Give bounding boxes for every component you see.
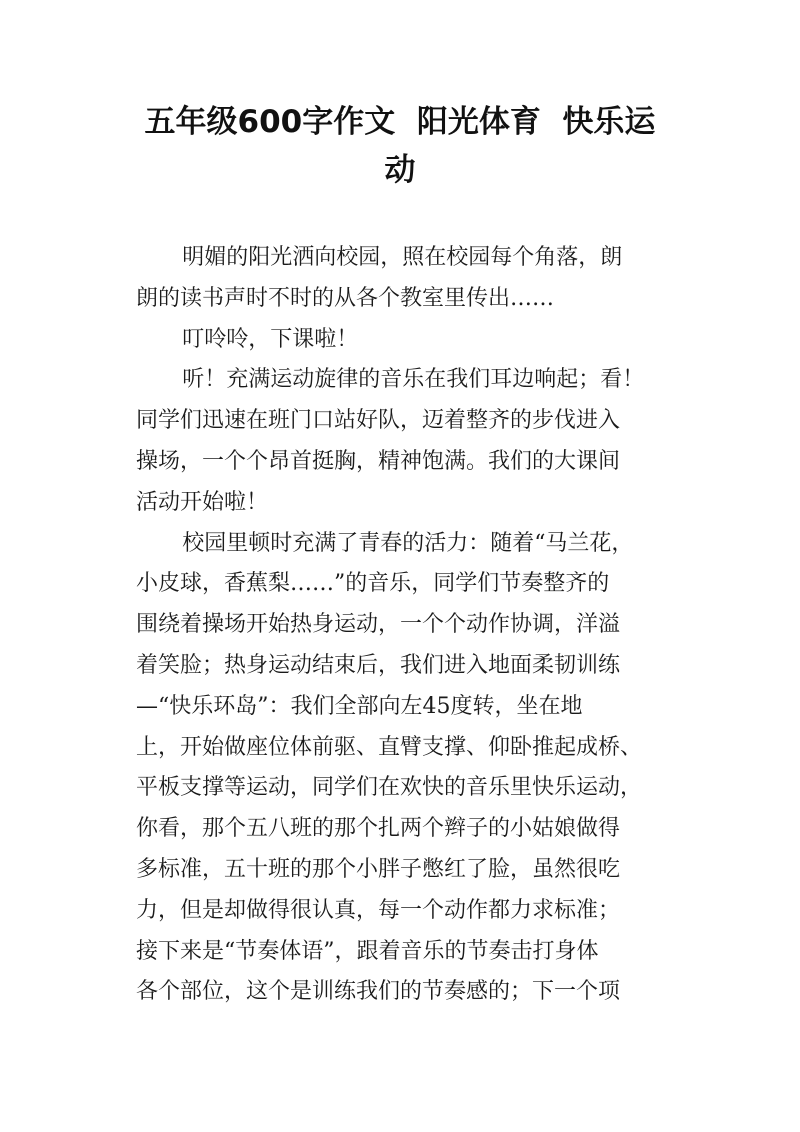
text-line: 小皮球，香蕉梨……”的音乐，同学们节奏整齐的: [136, 571, 610, 597]
text-line: 同学们迅速在班门口站好队，迈着整齐的步伐进入: [136, 408, 621, 434]
text-line: 力，但是却做得很认真，每一个动作都力求标准；: [136, 897, 621, 923]
text-line: —“快乐环岛”：我们全部向左45度转，坐在地: [136, 693, 583, 719]
text-line: 多标准，五十班的那个小胖子憋红了脸，虽然很吃: [136, 856, 621, 882]
title-line: 动: [384, 152, 416, 188]
paragraph: [136, 524, 702, 1014]
title-line: 五年级600字作文 阳光体育 快乐运: [144, 104, 656, 140]
text-line: 着笑脸；热身运动结束后，我们进入地面柔韧训练: [136, 652, 621, 678]
document-title: [110, 98, 690, 194]
text-line: 平板支撑等运动，同学们在欢快的音乐里快乐运动，: [136, 775, 643, 801]
text-line: 明媚的阳光洒向校园，照在校园每个角落，朗: [182, 245, 623, 270]
text-line: 叮呤呤，下课啦！: [182, 326, 359, 352]
text-line: 校园里顿时充满了青春的活力：随着“马兰花，: [182, 530, 634, 556]
text-line: 活动开始啦！: [136, 489, 269, 515]
paragraph: [136, 320, 702, 361]
essay-body: [136, 238, 702, 1013]
text-line: 接下来是“节奏体语”，跟着音乐的节奏击打身体: [136, 938, 599, 964]
text-line: 围绕着操场开始热身运动，一个个动作协调，洋溢: [136, 612, 621, 638]
text-line: 你看，那个五八班的那个扎两个辫子的小姑娘做得: [136, 816, 621, 842]
text-line: 上，开始做座位体前驱、直臂支撑、仰卧推起成桥、: [136, 734, 643, 760]
paragraph: [136, 238, 702, 320]
text-line: 各个部位，这个是训练我们的节奏感的；下一个项: [136, 979, 621, 1005]
paragraph: [136, 360, 702, 523]
text-line: 听！充满运动旋律的音乐在我们耳边响起；看！: [182, 367, 645, 393]
text-line: 操场，一个个昂首挺胸，精神饱满。我们的大课间: [136, 448, 621, 474]
text-line: 朗的读书声时不时的从各个教室里传出……: [136, 285, 555, 311]
